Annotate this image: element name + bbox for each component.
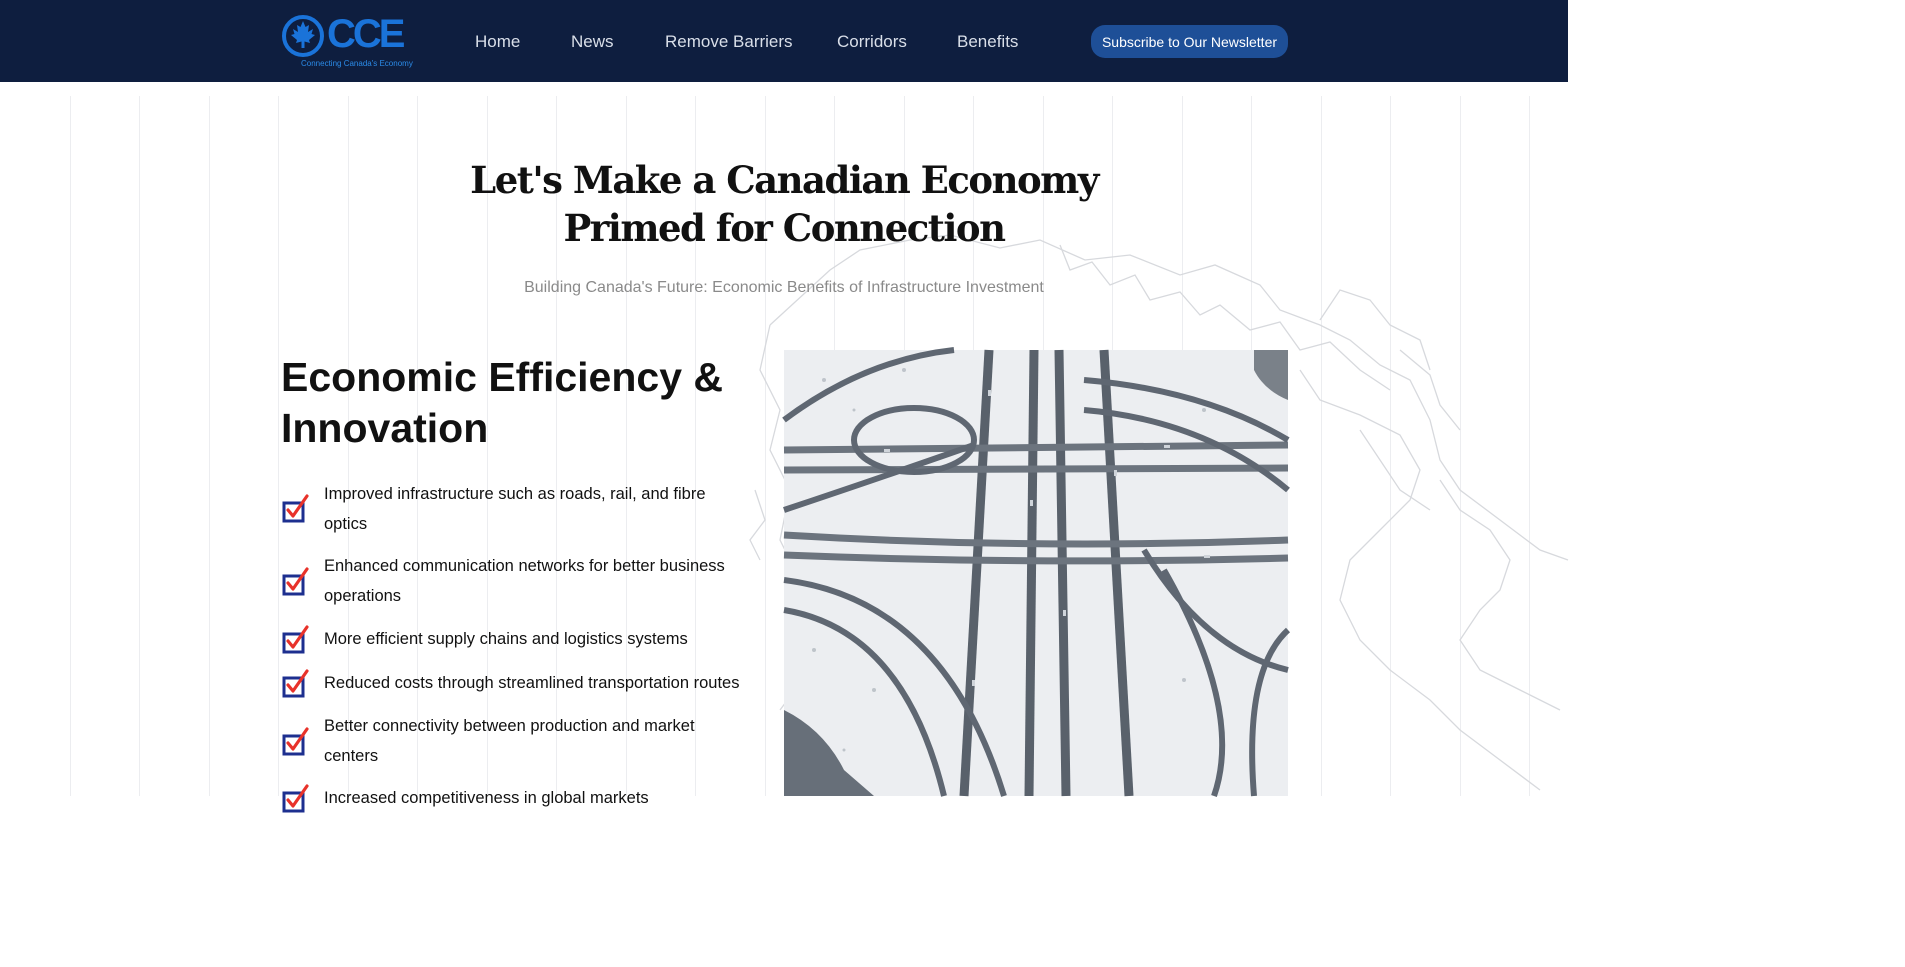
site-header	[0, 0, 1568, 82]
checkbox-check-icon	[281, 669, 311, 699]
section-title-line2: Innovation	[281, 405, 489, 451]
checkbox-check-icon	[281, 727, 311, 757]
list-item	[281, 479, 751, 539]
list-item	[281, 668, 751, 698]
hero-title-line1: Let's Make a Canadian Economy	[470, 158, 1098, 202]
nav-news[interactable]: News	[571, 32, 614, 51]
list-item-text: Reduced costs through streamlined transportation routes	[324, 674, 740, 692]
list-item-text: Better connectivity between production and market centers	[324, 717, 695, 765]
list-item-text: Enhanced communication networks for better business operations	[324, 557, 725, 605]
maple-leaf-icon	[281, 12, 329, 60]
site-logo[interactable]	[281, 12, 413, 70]
section-title-line1: Economic Efficiency &	[281, 354, 724, 400]
subscribe-button[interactable]: Subscribe to Our Newsletter	[1091, 25, 1288, 58]
checkbox-check-icon	[281, 494, 311, 524]
nav-corridors[interactable]: Corridors	[837, 32, 907, 51]
list-item-text: Improved infrastructure such as roads, rail, and fibre optics	[324, 485, 706, 533]
checkbox-check-icon	[281, 567, 311, 597]
list-item	[281, 551, 751, 611]
checkbox-check-icon	[281, 625, 311, 655]
checkbox-check-icon	[281, 784, 311, 814]
list-item	[281, 624, 751, 654]
hero-subtitle: Building Canada's Future: Economic Benefits of Infrastructure Investment	[524, 279, 1044, 296]
list-item	[281, 783, 751, 807]
nav-home[interactable]: Home	[475, 32, 521, 51]
hero-title	[384, 156, 1184, 252]
list-item-text: Increased competitiveness in global markets	[324, 789, 649, 807]
nav-remove-barriers[interactable]: Remove Barriers	[665, 32, 793, 51]
section-title	[281, 352, 741, 454]
list-item	[281, 711, 751, 771]
logo-text: CCE	[327, 12, 403, 56]
hero-title-line2: Primed for Connection	[563, 206, 1005, 250]
list-item-text: More efficient supply chains and logistics systems	[324, 630, 688, 648]
highway-interchange-photo	[784, 350, 1288, 796]
logo-tagline: Connecting Canada's Economy	[301, 59, 413, 68]
nav-benefits[interactable]: Benefits	[957, 32, 1019, 51]
